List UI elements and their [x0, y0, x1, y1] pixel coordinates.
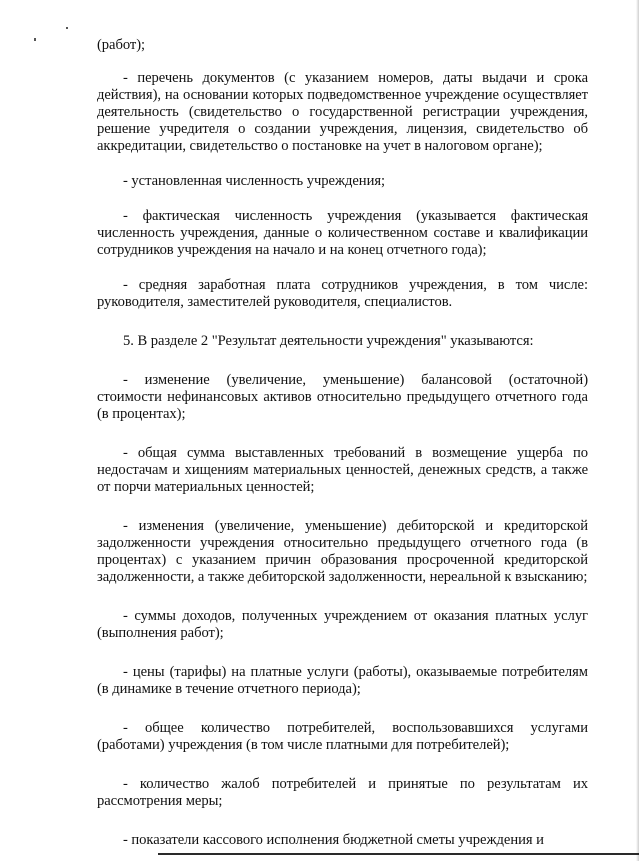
section-heading: 5. В разделе 2 "Результат деятельности учреждения" указываются:	[123, 333, 534, 349]
paragraph: - перечень документов (с указанием номеров, даты выдачи и срока действия), на основании которых подведомственное учреждение осуществляет деятельность (свидетельство о государственной регистрации учреждения, решение учредителя о создании учреждения, лицензия, свидетельство об аккредитации, свидетельство о постановке на учет в налоговом органе);	[97, 70, 588, 154]
paragraph: - общая сумма выставленных требований в возмещение ущерба по недостачам и хищениям материальных ценностей, денежных средств, а также от порчи материальных ценностей;	[97, 445, 588, 495]
paragraph: - цены (тарифы) на платные услуги (работы), оказываемые потребителям (в динамике в течение отчетного периода);	[97, 664, 588, 697]
document-body	[97, 37, 588, 867]
paragraph: - количество жалоб потребителей и принятые по результатам их рассмотрения меры;	[97, 776, 588, 809]
paragraph: - суммы доходов, полученных учреждением от оказания платных услуг (выполнения работ);	[97, 608, 588, 641]
scan-bottom-border	[158, 853, 639, 855]
paragraph: - общее количество потребителей, воспользовавшихся услугами (работами) учреждения (в том числе платными для потребителей);	[97, 720, 588, 753]
paragraph: - установленная численность учреждения;	[123, 173, 385, 189]
paragraph: - изменение (увеличение, уменьшение) балансовой (остаточной) стоимости нефинансовых активов относительно предыдущего отчетного года (в процентах);	[97, 372, 588, 422]
scan-speck	[34, 38, 36, 41]
paragraph: - изменения (увеличение, уменьшение) дебиторской и кредиторской задолженности учреждения относительно предыдущего отчетного года (в процентах) с указанием причин образования просроченной кредиторской задолженности, а также дебиторской задолженности, нереальной к взысканию;	[97, 518, 588, 585]
paragraph: - средняя заработная плата сотрудников учреждения, в том числе: руководителя, заместителей руководителя, специалистов.	[97, 277, 588, 310]
paragraph: (работ);	[97, 37, 146, 53]
paragraph: - фактическая численность учреждения (указывается фактическая численность учреждения, данные о количественном составе и квалификации сотрудников учреждения на начало и на конец отчетного года);	[97, 208, 588, 258]
scan-speck	[66, 27, 68, 29]
paragraph: - показатели кассового исполнения бюджетной сметы учреждения и	[123, 832, 544, 848]
